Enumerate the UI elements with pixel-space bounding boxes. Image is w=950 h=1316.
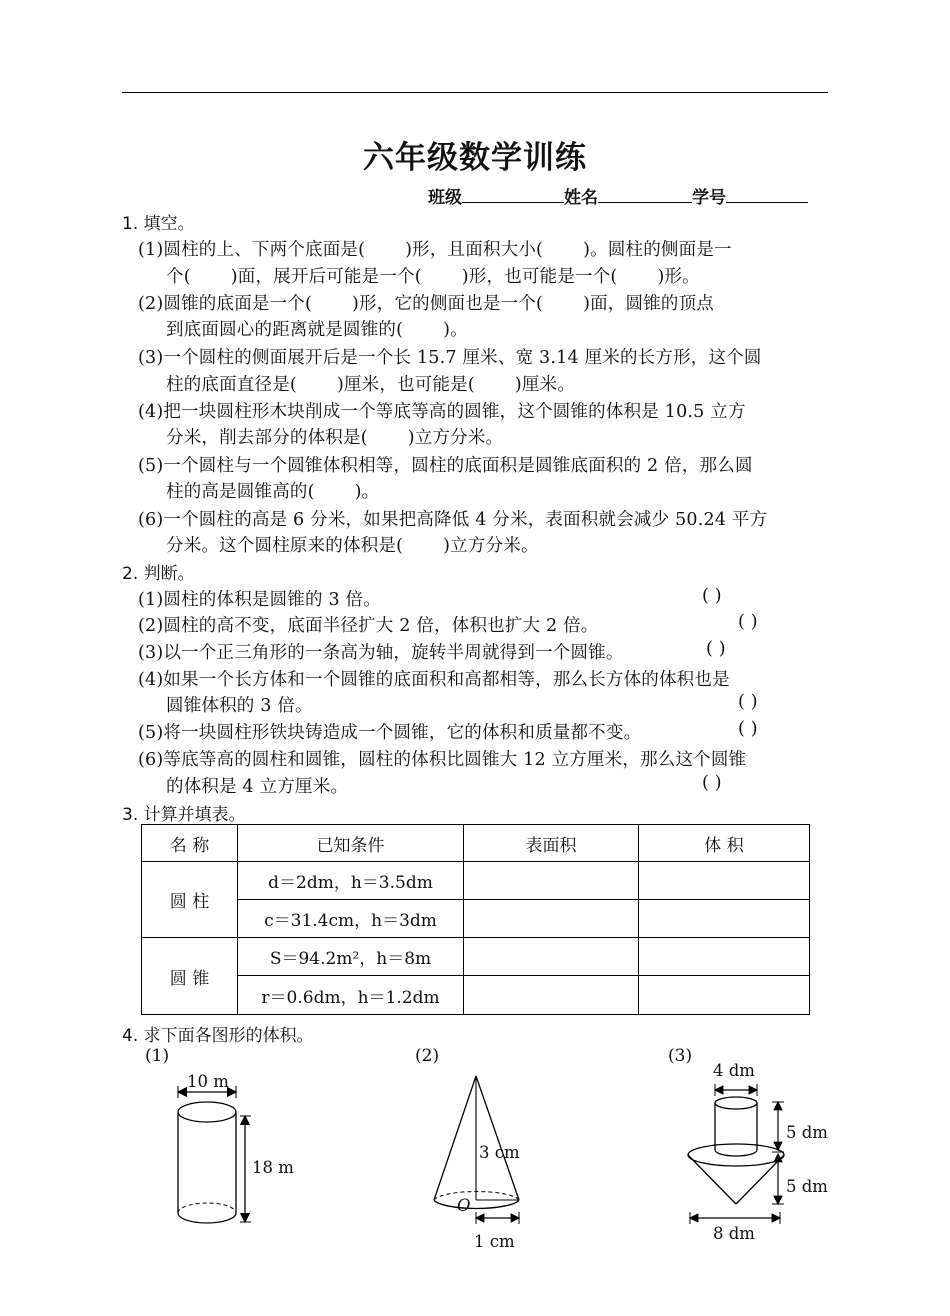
figure3-upper-height: 5 dm [786, 1123, 828, 1142]
s2-item1: (1)圆柱的体积是圆锥的 3 倍。 [138, 590, 381, 610]
table-row [142, 900, 810, 938]
header-rule [122, 92, 828, 93]
figure3-top-diameter: 4 dm [713, 1061, 755, 1080]
condition-cell: c＝31.4cm，h＝3dm [238, 900, 464, 938]
cylinder-label: 圆 柱 [142, 862, 238, 938]
s2-item5-answer[interactable]: ( ) [738, 719, 758, 739]
s1-item6-line1: (6)一个圆柱的高是 6 分米，如果把高降低 4 分米，表面积就会减少 50.24 平方 [138, 510, 768, 530]
number-label: 学号 [692, 188, 726, 208]
class-label: 班级 [428, 188, 462, 208]
s1-item2-line2: 到底面圆心的距离就是圆锥的( )。 [166, 320, 468, 340]
condition-cell: r＝0.6dm，h＝1.2dm [238, 976, 464, 1015]
section2-heading: 2. 判断。 [122, 564, 195, 584]
s1-item1-line1: (1)圆柱的上、下两个底面是( )形，且面积大小( )。圆柱的侧面是一 [138, 240, 732, 260]
calc-table [141, 824, 810, 1015]
student-info [428, 183, 808, 208]
figure1-label: (1) [145, 1046, 170, 1066]
table-row [142, 862, 810, 900]
s2-item4-line1: (4)如果一个长方体和一个圆锥的底面积和高都相等，那么长方体的体积也是 [138, 670, 730, 690]
table-row [142, 976, 810, 1015]
s1-item5-line1: (5)一个圆柱与一个圆锥体积相等，圆柱的底面积是圆锥底面积的 2 倍，那么圆 [138, 456, 753, 476]
s1-item3-line1: (3)一个圆柱的侧面展开后是一个长 15.7 厘米、宽 3.14 厘米的长方形，这个圆 [138, 348, 762, 368]
s2-item3-answer[interactable]: ( ) [706, 639, 726, 659]
s2-item2-answer[interactable]: ( ) [738, 612, 758, 632]
volume-cell[interactable] [639, 862, 810, 900]
surface-area-cell[interactable] [464, 976, 639, 1015]
figure1-height: 18 m [252, 1158, 294, 1177]
s1-item4-line2: 分米，削去部分的体积是( )立方分米。 [166, 428, 504, 448]
section3-heading: 3. 计算并填表。 [122, 805, 246, 825]
s2-item6-line2: 的体积是 4 立方厘米。 [166, 777, 349, 797]
surface-area-cell[interactable] [464, 938, 639, 976]
number-blank[interactable] [726, 186, 808, 203]
volume-cell[interactable] [639, 900, 810, 938]
figure1-diameter: 10 m [187, 1072, 229, 1091]
figure2-center: O [457, 1196, 471, 1215]
figure2-radius: 1 cm [474, 1232, 515, 1251]
s2-item6-line1: (6)等底等高的圆柱和圆锥，圆柱的体积比圆锥大 12 立方厘米，那么这个圆锥 [138, 750, 747, 770]
section4-heading: 4. 求下面各图形的体积。 [122, 1026, 314, 1046]
table-row [142, 938, 810, 976]
s1-item4-line1: (4)把一块圆柱形木块削成一个等底等高的圆锥，这个圆锥的体积是 10.5 立方 [138, 402, 746, 422]
s1-item6-line2: 分米。这个圆柱原来的体积是( )立方分米。 [166, 536, 539, 556]
class-blank[interactable] [462, 186, 564, 203]
figure2-height: 3 cm [479, 1143, 520, 1162]
surface-area-cell[interactable] [464, 862, 639, 900]
condition-cell: S＝94.2m²，h＝8m [238, 938, 464, 976]
header-conditions: 已知条件 [238, 825, 464, 862]
figure2-label: (2) [415, 1046, 440, 1066]
s2-item4-answer[interactable]: ( ) [738, 692, 758, 712]
table-header-row [142, 825, 810, 862]
s1-item1-line2: 个( )面，展开后可能是一个( )形，也可能是一个( )形。 [166, 267, 700, 287]
cone-label: 圆 锥 [142, 938, 238, 1015]
figure3-composite [680, 1082, 820, 1232]
header-surface-area: 表面积 [464, 825, 639, 862]
header-volume: 体 积 [639, 825, 810, 862]
page-title: 六年级数学训练 [363, 140, 587, 176]
s2-item1-answer[interactable]: ( ) [702, 586, 722, 606]
s2-item5: (5)将一块圆柱形铁块铸造成一个圆锥，它的体积和质量都不变。 [138, 723, 642, 743]
header-name: 名 称 [142, 825, 238, 862]
figure3-label: (3) [668, 1046, 693, 1066]
name-label: 姓名 [564, 188, 598, 208]
s2-item3: (3)以一个正三角形的一条高为轴，旋转半周就得到一个圆锥。 [138, 643, 624, 663]
figure3-bottom-diameter: 8 dm [713, 1224, 755, 1243]
section1-heading: 1. 填空。 [122, 214, 195, 234]
s2-item6-answer[interactable]: ( ) [702, 773, 722, 793]
s1-item3-line2: 柱的底面直径是( )厘米，也可能是( )厘米。 [166, 375, 576, 395]
figure1-cylinder [160, 1068, 320, 1233]
volume-cell[interactable] [639, 976, 810, 1015]
name-blank[interactable] [598, 186, 692, 203]
figure3-lower-height: 5 dm [786, 1177, 828, 1196]
volume-cell[interactable] [639, 938, 810, 976]
surface-area-cell[interactable] [464, 900, 639, 938]
s2-item4-line2: 圆锥体积的 3 倍。 [166, 696, 313, 716]
s2-item2: (2)圆柱的高不变，底面半径扩大 2 倍，体积也扩大 2 倍。 [138, 616, 599, 636]
condition-cell: d＝2dm，h＝3.5dm [238, 862, 464, 900]
s1-item2-line1: (2)圆锥的底面是一个( )形，它的侧面也是一个( )面，圆锥的顶点 [138, 294, 715, 314]
s1-item5-line2: 柱的高是圆锥高的( )。 [166, 482, 380, 502]
